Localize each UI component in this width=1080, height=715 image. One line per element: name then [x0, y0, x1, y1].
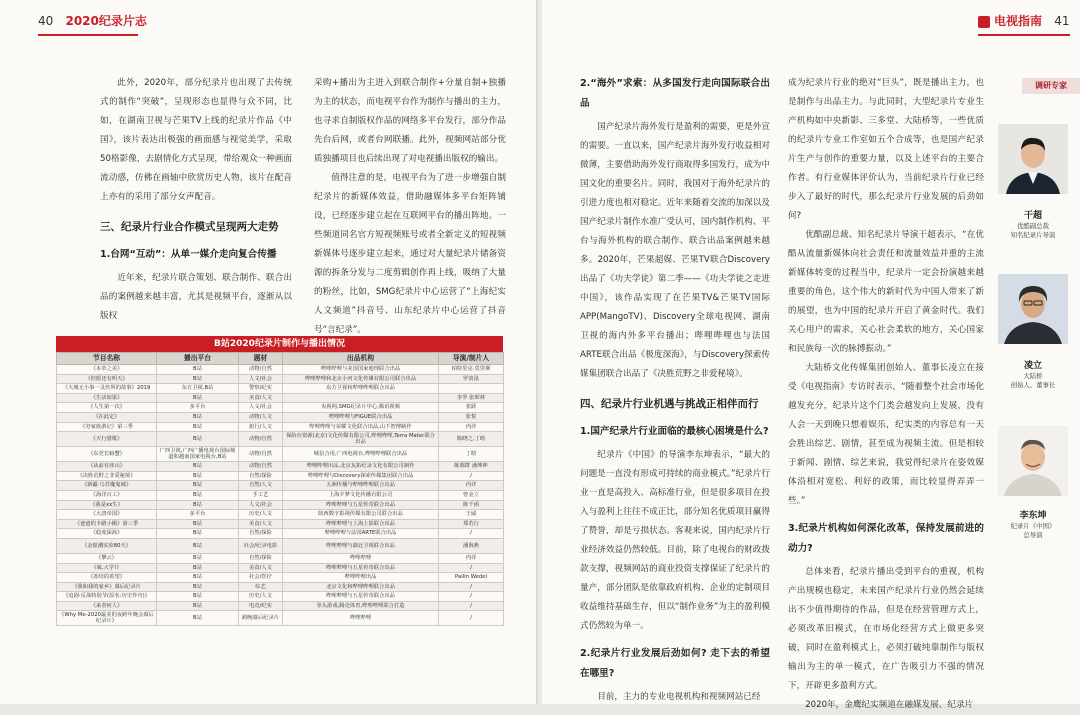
table-cell: B站 — [157, 582, 239, 592]
table-cell: 综艺 — [239, 582, 283, 592]
table-cell: 动物/自然 — [239, 462, 283, 472]
table-cell: B站 — [157, 500, 239, 510]
table-cell: 自然/人文 — [239, 481, 283, 491]
table-cell: 《从前有座山》 — [57, 462, 157, 472]
table-cell: B站 — [157, 365, 239, 375]
subsection-heading: 1.台网“互动”：从单一媒介走向复合传播 — [100, 249, 277, 260]
table-cell: 《东莞长螃蟹》 — [57, 447, 157, 462]
expert-role — [992, 372, 1074, 390]
right-page — [542, 0, 1080, 710]
expert-photo — [998, 274, 1068, 344]
table-cell: 《新疆·乌苏魔鬼城》 — [57, 481, 157, 491]
tv-guide-logo-icon — [978, 16, 990, 28]
table-cell: 陈千函 — [439, 500, 504, 510]
table-cell: 多平台 — [157, 403, 239, 413]
table-cell: 东方卫视,B站 — [157, 384, 239, 394]
table-cell: B站 — [157, 563, 239, 573]
table-row — [57, 412, 504, 422]
table-cell: B站 — [157, 538, 239, 553]
table-cell: 社会/医疗 — [239, 573, 283, 583]
table-cell: 《天行猎歌》 — [57, 432, 157, 447]
page-number: 41 — [1054, 14, 1070, 28]
table-title: B站2020纪录片制作与播出情况 — [56, 336, 503, 352]
expert-tag: 调研专家 — [1022, 78, 1080, 94]
table-cell: 《人生第一次》 — [57, 403, 157, 413]
table-cell: 哔哩哔哩和北京小河文化传媒有限公司联合出品 — [283, 374, 439, 384]
table-cell: 《追剧·反战特别节(原名:历史作舟)》 — [57, 592, 157, 602]
table-cell: / — [439, 529, 504, 539]
table-row — [57, 471, 504, 481]
table-header-row — [57, 353, 504, 365]
table-cell: / — [439, 611, 504, 626]
table-cell: 旅行/人文 — [239, 422, 283, 432]
table-cell: 陕西数字影视传媒有限公司联合出品 — [283, 510, 439, 520]
table-cell: 动物/自然 — [239, 432, 283, 447]
table-cell: 北京文化和哔哩哔哩联合出品 — [283, 582, 439, 592]
table-row — [57, 529, 504, 539]
table-row — [57, 538, 504, 553]
table-cell: 电竞/纪实 — [239, 601, 283, 611]
table-cell: 保险台资源(北京)文化传媒有限公司,哔哩哔哩,Terra Mater联合出品 — [283, 432, 439, 447]
table-cell: 哔哩哔哩 — [283, 611, 439, 626]
table-cell: 内详 — [439, 481, 504, 491]
paragraph: 大陆桥文化传媒集团创始人、董事长凌立在接受《电视指南》专访时表示，“随着整个社会市场化越发充分，纪录片这个门类会越发向上发展，没有人会一天到晚只想着娱乐，纪实类的内容总有一天会胜出综艺、剧情，甚至成为视频主流。但是相较于新闻、剧情、综艺来说，我觉得纪录片在姿效媒体沿相对宽松、利好的政策，而比较显得弄弄一些。” — [788, 363, 984, 506]
table-cell: 柏特里克·莫里斯 — [439, 365, 504, 375]
table-cell: B站 — [157, 471, 239, 481]
table-cell: / — [439, 582, 504, 592]
table-cell: B站 — [157, 553, 239, 563]
table-row — [57, 374, 504, 384]
table-cell: 《我是xx生》 — [57, 500, 157, 510]
table-cell: B站 — [157, 462, 239, 472]
table-cell: B站 — [157, 519, 239, 529]
table-cell: 手工艺 — [239, 490, 283, 500]
table-cell: 历史/人文 — [239, 510, 283, 520]
page-number: 40 — [38, 14, 54, 28]
table-cell: 哔哩哔哩与五星传奇联合出品 — [283, 500, 439, 510]
table-cell: 哔哩哔哩与美国国家地理联合出品 — [283, 365, 439, 375]
table-cell: 哔哩哔哩与Discovery探索传媒集团联合出品 — [283, 471, 439, 481]
table-cell: 哔哩哔哩 — [283, 553, 439, 563]
table-cell: 美食/人文 — [239, 519, 283, 529]
expert-role-line: 优酷副总裁 知名纪录片导演 — [1010, 222, 1056, 239]
expert-role-line: 大陆桥 创始人、董事长 — [1010, 372, 1056, 389]
table-cell: 《金银潮实验80天》 — [57, 538, 157, 553]
table-cell: 美食/人文 — [239, 393, 283, 403]
table-cell: 张悦 — [439, 412, 504, 422]
table-cell: 哔哩哔哩与法国ARTE联合出品 — [283, 529, 439, 539]
table-cell: B站 — [157, 611, 239, 626]
table-cell: 哔哩哔哩与FIGUE联合出品 — [283, 412, 439, 422]
paragraph: 此外，2020年，部分纪录片也出现了去传统式的制作“突破”，呈现形态也显得与众不同，比如，在湖南卫视与芒果TV上线的纪录片作品《中国》，该片表达出极强的画面感与视觉美学，采取50格影像，去剧情化方式呈现，带给观众一种画面流动感，仿佛在画轴中欣赏历史人物，该片在配音上亦有的采用了部分女声配音。 — [100, 78, 292, 202]
left-column-1 — [100, 74, 292, 326]
table-cell: Pailin Wedel — [439, 573, 504, 583]
table-cell: 跨晚幕后纪录片 — [239, 611, 283, 626]
table-cell: 《来者何人》 — [57, 601, 157, 611]
subsection-heading: 3.纪录片机构如何深化改革，保持发展前进的动力? — [788, 523, 984, 554]
table-cell: 内详 — [439, 422, 504, 432]
table-cell: B站 — [157, 412, 239, 422]
table-cell: 哔哩哔哩出品 — [283, 573, 439, 583]
table-cell: 《海洋百工》 — [57, 490, 157, 500]
right-column-1 — [580, 74, 770, 707]
table-cell: 哔哩哔哩与五星传奇联合出品 — [283, 563, 439, 573]
subsection-heading: 1.国产纪录片行业面临的最核心困境是什么? — [580, 426, 769, 437]
subsection-heading: 2.纪录片行业发展后劲如何? 走下去的希望在哪里? — [580, 648, 770, 679]
table-cell: 历史/人文 — [239, 592, 283, 602]
expert-role-line: 纪录片《中国》 总导演 — [1010, 522, 1056, 539]
paragraph: 采购+播出为主进入到联合制作+分量自制+独播为主的状态，而电视平台作为制作与播出的主力，也寻求自制版权作品的网络多平台发行，部分作品先台后网，或者台网联播。此外，视频网站部分优质独播项目也后续出现了对电视播出版权的输出。 — [314, 78, 506, 164]
paragraph: 优酷副总裁、知名纪录片导演干超表示，“在优酷从流量新媒体向社会责任和流量效益并重的主流新媒体转变的过程当中，纪录片一定会扮演越来越重要的角色，这个伟大的新时代为中国人带来了新的展望，也为中国的纪录片开启了黄金时代。我们关心用户的需求，关心社会柔软的地方，关心国家和民族每一次的脉搏振动。” — [788, 230, 984, 354]
subsection-heading: 2.“海外”求索：从多国发行走向国际联合出品 — [580, 78, 770, 109]
header-rule — [978, 34, 1070, 36]
table-row — [57, 510, 504, 520]
table-cell: 拳头游戏,腾竞体育,哔哩哔哩联合打造 — [283, 601, 439, 611]
paragraph: 成为纪录片行业的绝对“巨头”，既是播出主力，也是制作与出品主力。与此同时，大型纪录片专业生产机构如中央新影、三多堂、大陆桥等，一些优质的纪录片专业工作室如五个合成等，也是国产纪录片生产与创作的重要力量，以及上述平台的主要合作者。有行业媒体评价认为，当前纪录片行业已经步入了最好的时代，那么纪录片行业发展的后劲如何? — [788, 78, 984, 221]
expert-name: 凌立 — [1023, 361, 1042, 371]
table-cell — [283, 393, 439, 403]
table-cell: 曾金立 — [439, 490, 504, 500]
table-cell: 《穷家族游记》第三季 — [57, 422, 157, 432]
table-cell: 社会/纪录电影 — [239, 538, 283, 553]
table-cell: B站 — [157, 601, 239, 611]
paragraph: 目前，主力的专业电视机构和视频网站已经 — [597, 692, 761, 702]
table-cell: 《大城无小事一灵丝所的故事》2019 — [57, 384, 157, 394]
table-cell: 自然/探险 — [239, 529, 283, 539]
table-row — [57, 481, 504, 491]
paragraph: 纪录片《中国》的导演李东坤表示，“最大的问题是一直没有形成可持续的商业模式。”纪录片行业一直是高投入、高标准行业，但是很多项目在投入与盈利上往往不成正比，部分知名优质项目赢得了赞誉，却是亏损状态。客观来说，国内纪录片行业经济效益仍然较低。目前，除了电视台的财政拨款支撑，视频网站的商业投资支撑保证了纪录片的量产，部分团队是依靠政府机构、企业的定制项目收益维持基础生存，但以“制作业务”为主的盈利模式仍然较为单一。 — [580, 450, 770, 631]
table-cell — [439, 384, 504, 394]
left-column-2 — [314, 74, 506, 340]
paragraph: 近年来，纪录片联合策划、联合制作、联合出品的案例越来越丰富，尤其是视频平台，逐渐从以版权 — [100, 273, 292, 321]
table-cell: 城信合用,广西电视台,哔哩哔哩联合出品 — [283, 447, 439, 462]
table-row — [57, 447, 504, 462]
table-cell: 罗寅泓 — [439, 374, 504, 384]
table-cell: B站 — [157, 573, 239, 583]
column-header: 题材 — [239, 353, 283, 365]
table-cell: 央视网,SMG纪录片中心,腾讯视频 — [283, 403, 439, 413]
table-row — [57, 519, 504, 529]
table-row — [57, 573, 504, 583]
table-cell: 张跃 — [439, 403, 504, 413]
table-body — [57, 365, 504, 626]
table-row — [57, 582, 504, 592]
table-cell: B站 — [157, 592, 239, 602]
table-cell: 郑若行 — [439, 519, 504, 529]
paragraph: 值得注意的是，电视平台为了进一步增强自制纪录片的新媒体效益，借助融媒体多平台矩阵铺设，已经逐步建立起在互联网平台的播出阵地。一些频道同名官方短视频账号或者全新定义的短视频新媒体号逐步建立起来，通过对大量纪录片储备资源的拆条分发与二度剪辑创作再上线，吸纳了大量的粉丝，比如，SMG纪录片中心运营了“上海纪实人文频道”抖音号、山东纪录片中心运营了抖音号“言纪录”。 — [314, 173, 506, 335]
table-cell: 潘海燕 — [439, 538, 504, 553]
table-cell: 哔哩哔哩与湖北卫视联合出品 — [283, 538, 439, 553]
table-cell: 人文/社会 — [239, 374, 283, 384]
table-row — [57, 462, 504, 472]
table-cell: 陈晓之,丁晗 — [439, 432, 504, 447]
table-cell: 《但愿还有明天》 — [57, 374, 157, 384]
table-cell: 人文/社会 — [239, 403, 283, 413]
expert-role — [992, 522, 1074, 540]
expert-photo — [998, 124, 1068, 194]
table-cell: B站 — [157, 481, 239, 491]
table-cell: B站 — [157, 374, 239, 384]
table-row — [57, 422, 504, 432]
table-cell: 《在此定》 — [57, 412, 157, 422]
table-cell: 动物/人文 — [239, 412, 283, 422]
table-cell: 《大唐帝国》 — [57, 510, 157, 520]
table-cell: 美食/人文 — [239, 563, 283, 573]
table-cell: / — [439, 592, 504, 602]
person-avatar-icon — [998, 124, 1068, 194]
table-cell: 王威 — [439, 510, 504, 520]
paragraph: 总体来看，纪录片播出受到平台的重视，机构产出规模也稳定，未来国产纪录片行业仍然会延续出不少值得期待的作品，但是在经营管理方式上，必须改革旧模式，在市场化经营方式上做更多突破，同时在盈利模式上，必须打破纯靠制作与版权输出为主的单一模式，在广告吸引力不强的情况下，开辟更多盈利方式。 — [788, 567, 984, 691]
table-cell: / — [439, 601, 504, 611]
table-cell: 《味,大学!》 — [57, 563, 157, 573]
table-row — [57, 384, 504, 394]
right-header — [994, 12, 1077, 29]
table-cell: 哔哩哔哩出品,北京友拓纪录文化有限公司制作 — [283, 462, 439, 472]
table-cell: 《生活如果》 — [57, 393, 157, 403]
column-header: 出品机构 — [283, 353, 439, 365]
left-page — [0, 0, 538, 704]
left-header — [38, 12, 147, 29]
table-cell: 内详 — [439, 553, 504, 563]
table-cell: 《本草之美》 — [57, 365, 157, 375]
header-rule — [38, 34, 138, 36]
paragraph: 国产纪录片海外发行是盈利的需要，更是外宣的需要。一直以来，国产纪录片海外发行收益相对微薄，主要借助海外发行商取得多国发行，成为中国文化的重要名片。同时，我国对于海外纪录片的引进力度也相对稳定。近年来随着交流的加深以及国产纪录片制作水准广受认可，国内制作机构、平台与海外机构的联合制作、联合出品案例越来越多。2020年，芒果超媒、芒果TV联合Discovery出品了《功夫学徒》第二季——《功夫学徒之走进中国》，该作品实现了在芒果TV&芒果TV国际APP(MangoTV)、Discovery全球电视网、湖南卫视的海内外多平台播出；哔哩哔哩也与法国ARTE联合出品《极度深海》，与Discovery探索传媒集团联合出品了《决胜荒野之非爱秘境》。 — [580, 122, 770, 379]
table-row — [57, 563, 504, 573]
table-cell: 《我和我的家乡》幕后纪录片 — [57, 582, 157, 592]
table-cell: B站 — [157, 432, 239, 447]
table-cell: 哔哩哔哩与荣耀文化联合出品,山下智博制作 — [283, 422, 439, 432]
magazine-title: 电视指南 — [994, 14, 1043, 28]
table-cell: 东方卫视和哔哩哔哩联合出品 — [283, 384, 439, 394]
person-avatar-icon — [998, 274, 1068, 344]
table — [56, 352, 504, 626]
table-row — [57, 592, 504, 602]
table-cell: 警察/纪实 — [239, 384, 283, 394]
expert-photo — [998, 426, 1068, 496]
column-header: 播出平台 — [157, 353, 239, 365]
table-row — [57, 601, 504, 611]
table-cell: 《冻结的希望》 — [57, 573, 157, 583]
table-cell: 上海夕梦文化传播有限公司 — [283, 490, 439, 500]
table-cell: 《决胜荒野之非爱秘境》 — [57, 471, 157, 481]
column-header: 节目名称 — [57, 353, 157, 365]
table-row — [57, 393, 504, 403]
table-cell: 动物/自然 — [239, 447, 283, 462]
expert-name: 李东坤 — [1019, 511, 1047, 521]
table-cell: 《Why Me-2020最美的夜跨年晚会幕后纪录片》 — [57, 611, 157, 626]
table-cell: 动物/自然 — [239, 365, 283, 375]
right-column-2 — [788, 74, 984, 715]
table-cell: / — [439, 563, 504, 573]
column-header: 导演/制片人 — [439, 353, 504, 365]
section-title: 2020纪录片志 — [65, 14, 147, 28]
table-cell: 广西卫视,广西广播电视台国际频道和越南国家电视台,B站 — [157, 447, 239, 462]
table-cell: B站 — [157, 529, 239, 539]
table-cell: B站 — [157, 422, 239, 432]
table-cell: 自然/探险 — [239, 553, 283, 563]
section-heading: 四、纪录片行业机遇与挑战正相伴而行 — [580, 398, 759, 410]
table-cell: 哔哩哔哩与五星传奇联合出品 — [283, 592, 439, 602]
table-cell: 李罗 张晖林 — [439, 393, 504, 403]
table-cell: / — [439, 471, 504, 481]
data-table — [56, 336, 503, 626]
table-row — [57, 365, 504, 375]
table-cell: 《稳度深海》 — [57, 529, 157, 539]
table-cell: 《爸爸的卡路小搬》第三季 — [57, 519, 157, 529]
table-row — [57, 500, 504, 510]
table-cell: B站 — [157, 490, 239, 500]
table-row — [57, 490, 504, 500]
table-row — [57, 432, 504, 447]
table-cell: 丁晗 — [439, 447, 504, 462]
table-cell: 哔哩哔哩与上海上影联合出品 — [283, 519, 439, 529]
expert-name: 干超 — [1023, 211, 1042, 221]
table-cell: B站 — [157, 393, 239, 403]
person-avatar-icon — [998, 426, 1068, 496]
expert-role — [992, 222, 1074, 240]
table-cell: 《攀云》 — [57, 553, 157, 563]
table-row — [57, 403, 504, 413]
table-cell: 自然/探险 — [239, 471, 283, 481]
table-row — [57, 611, 504, 626]
table-cell: 陈都群 潘坤坤 — [439, 462, 504, 472]
table-cell: 五洲传播与哔哩哔哩联合出品 — [283, 481, 439, 491]
paragraph: 2020年，金鹰纪实频道在融媒发展、纪录片 — [805, 700, 974, 710]
section-heading: 三、纪录片行业合作模式呈现两大走势 — [100, 221, 279, 233]
table-cell: 多平台 — [157, 510, 239, 520]
table-cell: 人文/社会 — [239, 500, 283, 510]
table-row — [57, 553, 504, 563]
